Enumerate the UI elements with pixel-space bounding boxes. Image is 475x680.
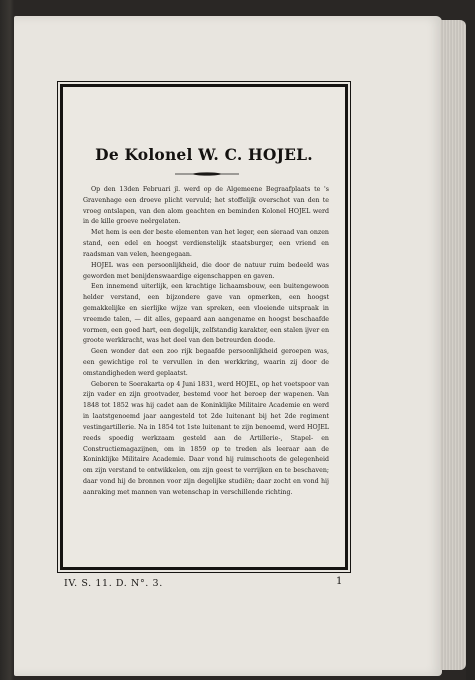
obituary-body	[83, 185, 329, 499]
obituary-frame	[60, 84, 348, 570]
page-edges	[440, 20, 466, 670]
paragraph: HOJEL was een persoonlijkheid, die door de natuur ruim bedeeld was geworden met benijdenswaardige eigenschappen en gaven.	[83, 261, 329, 280]
signature-mark: IV. S. 11. D. N°. 3.	[64, 578, 163, 589]
paragraph: Een innemend uiterlijk, een krachtige lichaamsbouw, een buitengewoon helder verstand, een bijzondere gave van opmerken, een hoogst gemakkelijke en sierlijke wijze van spreken, een vloeiende uitspraak in vreemde talen, — dit alles, gepaard aan aangename en hoogst beschaafde vormen, een goed hart, een degelijk, zelfstandig karakter, een stalen ijver en groote werkkracht, was het deel van den betreurden doode.	[83, 283, 330, 345]
paragraph: Geboren te Soerakarta op 4 Juni 1831, werd HOJEL, op het voetspoor van zijn vader en zijn grootvader, bestemd voor het beroep der wapenen. Van 1848 tot 1852 was hij cadet aan de Koninklijke Militaire Academie en werd in laatstgenoemd jaar aangesteld tot 2de luitenant bij het 2de regiment vestingartillerie. Na in 1854 tot 1ste luitenant te zijn benoemd, werd HOJEL reeds spoedig werkzaam gesteld aan de Artillerie-, Stapel- en Constructiemagazijnen, om in 1859 op te treden als leeraar aan de Koninklijke Militaire Academie. Daar vond hij ruimschoots de gelegenheid om zijn verstand te ontwikkelen, om zijn geest te verrijken en te beschaven; daar vond hij de bronnen voor zijn degelijke studiën; daar zocht en vond hij aanraking met mannen van wetenschap in verschillende richting.	[83, 380, 329, 496]
paragraph: Op den 13den Februari jl. werd op de Algemeene Begraafplaats te 's Gravenhage een droeve plicht vervuld; het stoffelijk overschot van den te vroeg ontslapen, van den alom geachten en beminden Kolonel HOJEL werd in de kille groeve neêrgelaten.	[83, 186, 329, 226]
book-cover-edge	[466, 20, 475, 680]
title-ornament-rule	[175, 171, 239, 177]
page-number: 1	[336, 576, 343, 587]
paragraph: Geen wonder dat een zoo rijk begaafde persoonlijkheid geroepen was, een gewichtige rol te vervullen in den werkkring, waarin zij door de omstandigheden werd geplaatst.	[83, 348, 329, 377]
paragraph: Met hem is een der beste elementen van het leger, een sieraad van onzen stand, een edel en hoogst verdienstelijk staatsburger, een vriend en raadsman van velen, heengegaan.	[83, 229, 329, 258]
obituary-title: De Kolonel W. C. HOJEL.	[95, 145, 313, 164]
